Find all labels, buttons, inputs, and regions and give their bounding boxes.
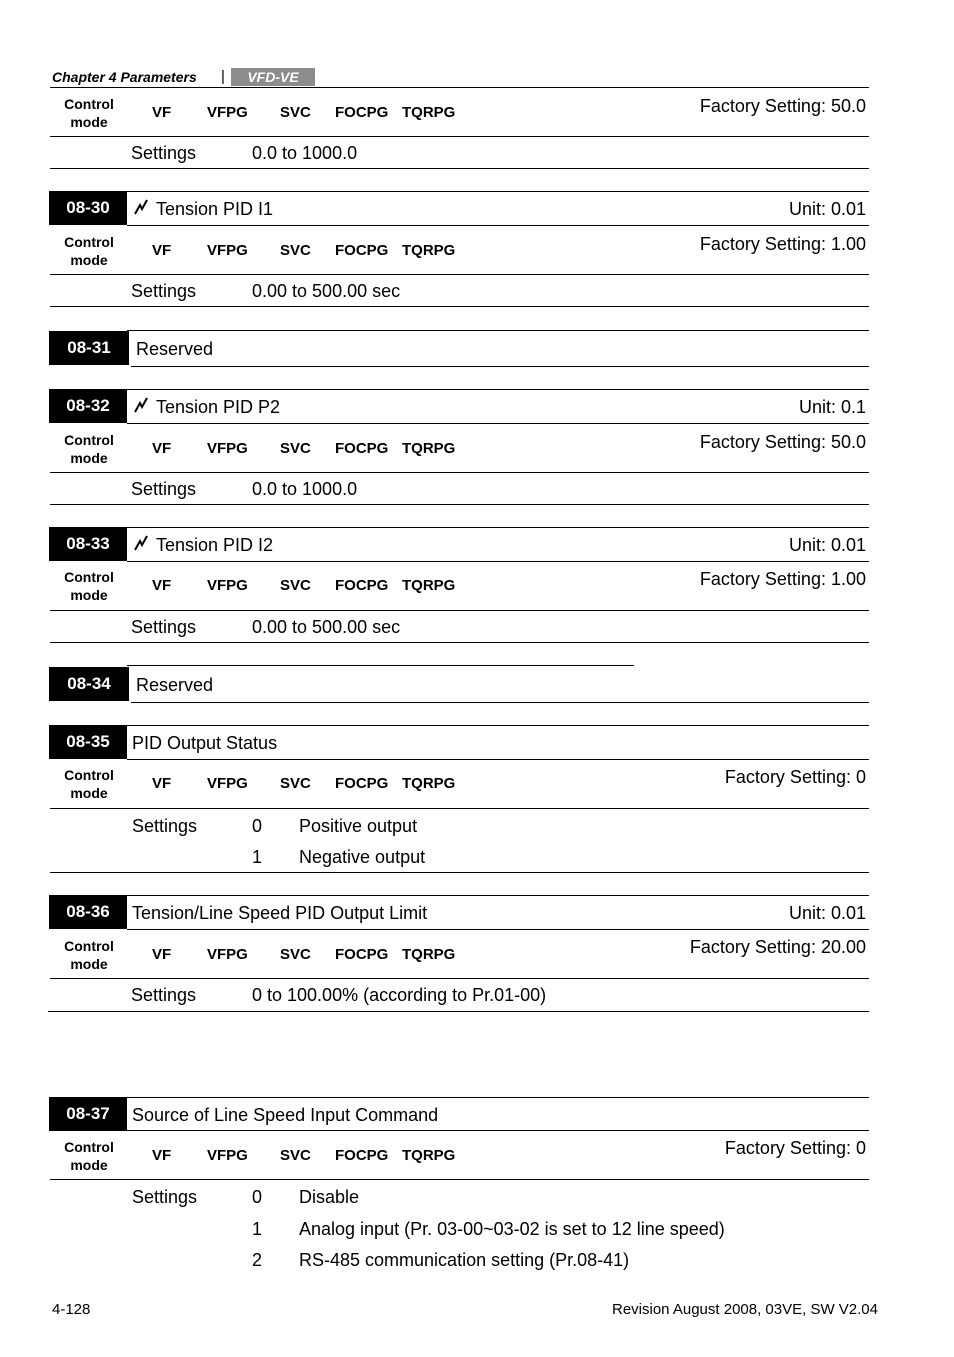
rule (48, 1011, 869, 1012)
control-mode-label: Control mode (64, 938, 114, 972)
option-text: RS-485 communication setting (Pr.08-41) (299, 1250, 630, 1270)
rule (50, 1179, 869, 1180)
settings-label: Settings (131, 143, 197, 163)
param-id-08-37: 08-37 (49, 1097, 127, 1131)
rule (50, 642, 869, 643)
option-text: Disable (299, 1187, 360, 1207)
settings-label: Settings (131, 617, 197, 637)
param-id-08-36: 08-36 (49, 895, 127, 929)
control-mode-label: Control mode (64, 432, 114, 466)
svg-text:VFD-VE: VFD-VE (247, 69, 299, 85)
param-unit: Unit: 0.1 (798, 397, 866, 417)
param-title: Reserved (136, 675, 214, 695)
option-number: 1 (252, 1219, 263, 1239)
control-mode-label: Control mode (64, 234, 114, 268)
control-mode-label: Control mode (64, 1139, 114, 1173)
settings-value: 0.0 to 1000.0 (252, 143, 358, 163)
revision-info: Revision August 2008, 03VE, SW V2.04 (612, 1301, 878, 1318)
rule (50, 306, 869, 307)
control-mode-label: Control mode (64, 569, 114, 603)
settings-value: 0.0 to 1000.0 (252, 479, 358, 499)
param-title: Tension/Line Speed PID Output Limit (132, 903, 428, 923)
option-text: Negative output (299, 847, 426, 867)
option-number: 0 (252, 1187, 263, 1207)
param-title: PID Output Status (132, 733, 278, 753)
header-separator: | (221, 68, 225, 85)
rule (127, 330, 869, 331)
edit-icon (134, 535, 148, 556)
rule (131, 366, 869, 367)
factory-setting: Factory Setting: 50.0 (699, 432, 866, 452)
rule (127, 759, 869, 760)
settings-label: Settings (131, 985, 197, 1005)
param-id-08-32: 08-32 (49, 389, 127, 423)
param-title: Tension PID P2 (156, 397, 281, 417)
rule (127, 929, 869, 930)
rule (50, 136, 869, 137)
option-number: 1 (252, 847, 263, 867)
settings-label: Settings (132, 1187, 198, 1207)
param-id-08-34: 08-34 (49, 667, 129, 701)
param-title: Reserved (136, 339, 214, 359)
param-id-08-31: 08-31 (49, 331, 129, 365)
settings-label: Settings (131, 479, 197, 499)
param-id-08-30: 08-30 (49, 191, 127, 225)
rule (127, 191, 869, 192)
rule (50, 87, 869, 88)
settings-label: Settings (132, 816, 198, 836)
page-number: 4-128 (52, 1301, 91, 1318)
factory-setting: Factory Setting: 1.00 (699, 234, 866, 254)
rule (50, 504, 869, 505)
factory-setting: Factory Setting: 0 (724, 1138, 866, 1158)
param-title: Tension PID I2 (156, 535, 274, 555)
option-text: Analog input (Pr. 03-00~03-02 is set to 12 line speed) (299, 1219, 725, 1239)
rule (127, 389, 869, 390)
param-unit: Unit: 0.01 (788, 199, 866, 219)
settings-value: 0 to 100.00% (according to Pr.01-00) (252, 985, 547, 1005)
factory-setting: Factory Setting: 20.00 (689, 937, 866, 957)
rule (127, 725, 869, 726)
factory-setting: Factory Setting: 50.0 (699, 96, 866, 116)
rule (131, 702, 869, 703)
param-unit: Unit: 0.01 (788, 903, 866, 923)
rule (50, 274, 869, 275)
rule (127, 1097, 869, 1098)
control-mode-label: Control mode (64, 767, 114, 801)
rule (127, 665, 634, 666)
chapter-title: Chapter 4 Parameters (52, 69, 197, 85)
rule (127, 895, 869, 896)
settings-label: Settings (131, 281, 197, 301)
control-mode-label: Control mode (64, 96, 114, 130)
rule (50, 872, 869, 873)
rule (50, 472, 869, 473)
rule (50, 978, 869, 979)
rule (127, 561, 869, 562)
param-title: Tension PID I1 (156, 199, 274, 219)
param-unit: Unit: 0.01 (788, 535, 866, 555)
factory-setting: Factory Setting: 0 (724, 767, 866, 787)
param-title: Source of Line Speed Input Command (132, 1105, 439, 1125)
option-text: Positive output (299, 816, 418, 836)
edit-icon (134, 199, 148, 220)
option-number: 2 (252, 1250, 263, 1270)
settings-value: 0.00 to 500.00 sec (252, 617, 401, 637)
rule (50, 808, 869, 809)
rule (127, 423, 869, 424)
vfd-ve-logo (231, 68, 315, 86)
settings-value: 0.00 to 500.00 sec (252, 281, 401, 301)
rule (127, 1130, 869, 1131)
rule (127, 225, 869, 226)
rule (127, 527, 869, 528)
edit-icon (134, 397, 148, 418)
param-id-08-35: 08-35 (49, 725, 127, 759)
option-number: 0 (252, 816, 263, 836)
rule (50, 610, 869, 611)
param-id-08-33: 08-33 (49, 527, 127, 561)
rule (50, 168, 869, 169)
factory-setting: Factory Setting: 1.00 (699, 569, 866, 589)
